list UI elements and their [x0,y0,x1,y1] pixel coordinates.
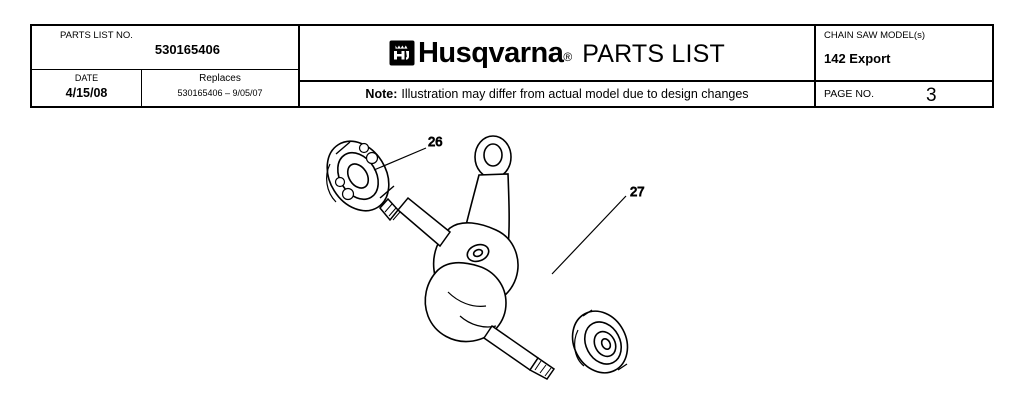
callout-number-27: 27 [630,184,645,199]
brand-lockup [389,36,725,70]
date-value: 4/15/08 [65,86,108,100]
document-title: PARTS LIST [582,40,726,68]
page-label: PAGE NO. [824,88,874,100]
registered-mark: ® [563,50,573,64]
parts-list-header-table [30,24,994,108]
model-value: 142 Export [824,51,891,66]
replaces-label: Replaces [199,73,241,84]
date-replaces-row [32,70,298,106]
header-right-block [816,26,992,106]
note-row [300,82,814,106]
parts-list-no-value: 530165406 [154,42,220,57]
brand-name: Husqvarna [417,37,564,69]
model-cell [816,26,992,82]
crankshaft-assembly-diagram [300,120,720,395]
right-crank-shaft [484,326,554,379]
note-label: Note: [365,87,398,101]
callout-leader-26 [374,148,426,170]
date-cell [32,70,142,106]
page-value: 3 [925,85,937,106]
header-left-block [32,26,300,106]
left-crank-shaft [380,198,450,246]
husqvarna-crown-icon [389,40,415,66]
right-ball-bearing [562,302,638,383]
model-label: CHAIN SAW MODEL(s) [824,30,925,41]
callout-number-26: 26 [428,134,443,149]
page-cell [816,82,992,106]
date-label: DATE [74,73,99,83]
note-text: Illustration may differ from actual model due to design changes [401,87,749,101]
header-center-block [300,26,816,106]
replaces-cell [142,70,298,106]
parts-list-no-cell [32,26,298,70]
replaces-value: 530165406 – 9/05/07 [177,88,263,98]
callout-leader-27 [552,196,626,274]
brand-title-row [300,26,814,82]
parts-list-no-label: PARTS LIST NO. [60,30,133,41]
